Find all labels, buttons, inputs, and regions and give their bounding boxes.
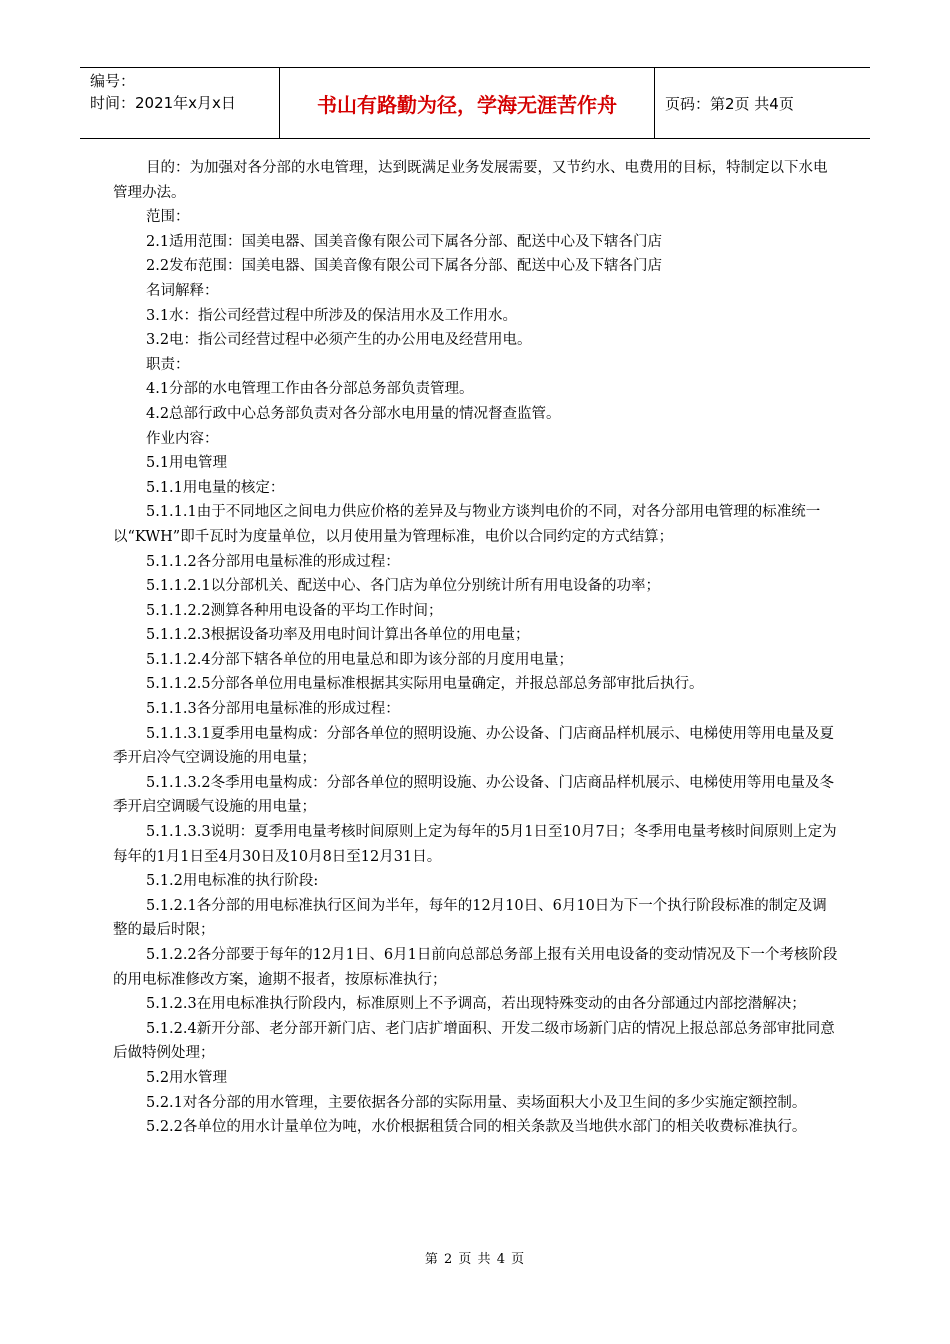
- paragraph: 2.1适用范围：国美电器、国美音像有限公司下属各分部、配送中心及下辖各门店: [146, 233, 663, 250]
- paragraph: 5.2用水管理: [146, 1069, 228, 1086]
- paragraph: 名词解释：: [146, 282, 219, 299]
- paragraph: 5.1.2.3在用电标准执行阶段内，标准原则上不予调高，若出现特殊变动的由各分部通过内部挖潜解决；: [146, 996, 806, 1013]
- paragraph: 5.1.1.2各分部用电量标准的形成过程：: [146, 553, 400, 570]
- paragraph: 5.1.1.2.3根据设备功率及用电时间计算出各单位的用电量；: [146, 627, 530, 644]
- paragraph: 范围：: [146, 209, 190, 226]
- document-body: [113, 156, 838, 1140]
- paragraph: 5.1.1.2.2测算各种用电设备的平均工作时间；: [146, 602, 443, 619]
- paragraph: 目的：为加强对各分部的水电管理，达到既满足业务发展需要，又节约水、电费用的目标，特制定以下水电管理办法。: [113, 160, 828, 201]
- paragraph: 3.2电：指公司经营过程中必须产生的办公用电及经营用电。: [146, 332, 532, 349]
- paragraph: 作业内容：: [146, 430, 219, 447]
- paragraph: 3.1水：指公司经营过程中所涉及的保洁用水及工作用水。: [146, 307, 518, 324]
- paragraph: 5.1.1.3.3说明：夏季用电量考核时间原则上定为每年的5月1日至10月7日；冬季用电量考核时间原则上定为每年的1月1日至4月30日及10月8日至12月31日。: [113, 824, 837, 865]
- paragraph: 5.1.2.2各分部要于每年的12月1日、6月1日前向总部总务部上报有关用电设备的变动情况及下一个考核阶段的用电标准修改方案，逾期不报者，按原标准执行；: [113, 947, 838, 988]
- paragraph: 5.1.2.4新开分部、老分部开新门店、老门店扩增面积、开发二级市场新门店的情况上报总部总务部审批同意后做特例处理；: [113, 1020, 835, 1062]
- header-meta: [80, 68, 280, 138]
- paragraph: 5.2.1对各分部的用水管理，主要依据各分部的实际用量、卖场面积大小及卫生间的多少实施定额控制。: [146, 1094, 807, 1111]
- paragraph: 职责：: [146, 356, 190, 373]
- paragraph: 5.1.1.2.4分部下辖各单位的用电量总和即为该分部的月度用电量；: [146, 651, 574, 668]
- paragraph: 5.1.1.3.1夏季用电量构成：分部各单位的照明设施、办公设备、门店商品样机展示、电梯使用等用电量及夏季开启冷气空调设施的用电量；: [113, 725, 835, 767]
- paragraph: 5.1.1.1由于不同地区之间电力供应价格的差异及与物业方谈判电价的不同，对各分部用电管理的标准统一以“KWH”即千瓦时为度量单位，以月使用量为管理标准，电价以合同约定的方式结算；: [113, 504, 821, 545]
- number-label: 编号：: [90, 72, 136, 90]
- document-header: [80, 67, 870, 139]
- header-page-label: 页码：第2页 共4页: [665, 94, 794, 113]
- paragraph: 5.2.2各单位的用水计量单位为吨，水价根据租赁合同的相关条款及当地供水部门的相关收费标准执行。: [146, 1119, 807, 1136]
- page-footer: 第 2 页 共 4 页: [424, 1252, 526, 1267]
- paragraph: 2.2发布范围：国美电器、国美音像有限公司下属各分部、配送中心及下辖各门店: [146, 258, 663, 275]
- paragraph: 4.2总部行政中心总务部负责对各分部水电用量的情况督查监管。: [146, 405, 561, 422]
- paragraph: 4.1分部的水电管理工作由各分部总务部负责管理。: [146, 381, 474, 398]
- paragraph: 5.1.1.3各分部用电量标准的形成过程：: [146, 701, 400, 718]
- paragraph: 5.1用电管理: [146, 455, 228, 472]
- paragraph: 5.1.2用电标准的执行阶段:: [146, 873, 319, 890]
- paragraph: 5.1.1.2.1以分部机关、配送中心、各门店为单位分别统计所有用电设备的功率；: [146, 578, 661, 595]
- paragraph: 5.1.2.1各分部的用电标准执行区间为半年，每年的12月10日、6月10日为下一个执行阶段标准的制定及调整的最后时限；: [113, 897, 827, 939]
- time-label: 时间：2021年x月x日: [90, 94, 236, 112]
- paragraph: 5.1.1用电量的核定：: [146, 479, 285, 496]
- header-motto: 书山有路勤为径，学海无涯苦作舟: [280, 68, 655, 138]
- paragraph: 5.1.1.3.2冬季用电量构成：分部各单位的照明设施、办公设备、门店商品样机展示、电梯使用等用电量及冬季开启空调暖气设施的用电量；: [113, 774, 835, 816]
- paragraph: 5.1.1.2.5分部各单位用电量标准根据其实际用电量确定，并报总部总务部审批后执行。: [146, 676, 704, 693]
